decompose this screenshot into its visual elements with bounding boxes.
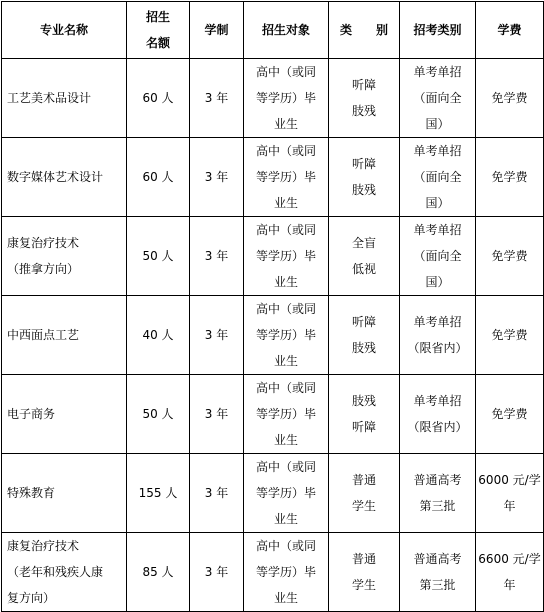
- cell-tuition: [476, 375, 544, 454]
- header-duration: 学制: [190, 2, 244, 59]
- header-enrollment-quota: 招生 名额: [127, 2, 190, 59]
- admissions-table: [1, 1, 544, 612]
- cell-category: [329, 217, 400, 296]
- cell-enrollment-quota: [127, 217, 190, 296]
- cell-category: [329, 533, 400, 612]
- cell-category: [329, 296, 400, 375]
- header-category: 类 别: [329, 2, 400, 59]
- duration-text: 3 年: [204, 170, 229, 184]
- cell-exam-type: [400, 217, 476, 296]
- cell-target-students: [244, 217, 329, 296]
- category-text: 肢残 听障: [351, 394, 376, 434]
- tuition-text: 6000 元/学 年: [478, 473, 541, 513]
- cell-exam-type: [400, 454, 476, 533]
- major-name-text: 工艺美术品设计: [7, 91, 92, 105]
- cell-enrollment-quota: [127, 375, 190, 454]
- cell-tuition: [476, 454, 544, 533]
- cell-major-name: [2, 59, 127, 138]
- target-students-text: 高中（或同 等学历）毕 业生: [255, 460, 316, 526]
- cell-exam-type: [400, 375, 476, 454]
- tuition-text: 免学费: [491, 91, 528, 105]
- target-students-text: 高中（或同 等学历）毕 业生: [255, 539, 316, 605]
- category-text: 普通 学生: [351, 473, 376, 513]
- header-tuition: 学费: [476, 2, 544, 59]
- cell-major-name: [2, 217, 127, 296]
- header-major-name: 专业名称: [2, 2, 127, 59]
- enrollment-quota-text: 60 人: [142, 170, 174, 184]
- header-target-students: 招生对象: [244, 2, 329, 59]
- cell-exam-type: [400, 533, 476, 612]
- target-students-text: 高中（或同 等学历）毕 业生: [255, 302, 316, 368]
- cell-enrollment-quota: [127, 138, 190, 217]
- major-name-text: 康复治疗技术 （老年和残疾人康 复方向）: [7, 539, 104, 605]
- table-row: [2, 138, 544, 217]
- cell-duration: [190, 59, 244, 138]
- enrollment-quota-text: 155 人: [138, 486, 178, 500]
- category-text: 听障 肢残: [351, 78, 376, 118]
- cell-duration: [190, 454, 244, 533]
- table-row: [2, 296, 544, 375]
- duration-text: 3 年: [204, 91, 229, 105]
- cell-target-students: [244, 138, 329, 217]
- enrollment-quota-text: 50 人: [142, 407, 174, 421]
- major-name-text: 中西面点工艺: [7, 328, 80, 342]
- cell-tuition: [476, 217, 544, 296]
- target-students-text: 高中（或同 等学历）毕 业生: [255, 381, 316, 447]
- cell-duration: [190, 375, 244, 454]
- duration-text: 3 年: [204, 565, 229, 579]
- cell-exam-type: [400, 59, 476, 138]
- duration-text: 3 年: [204, 249, 229, 263]
- cell-target-students: [244, 375, 329, 454]
- tuition-text: 6600 元/学 年: [478, 552, 541, 592]
- cell-tuition: [476, 296, 544, 375]
- cell-target-students: [244, 533, 329, 612]
- header-row: [2, 2, 544, 59]
- cell-major-name: [2, 454, 127, 533]
- cell-duration: [190, 296, 244, 375]
- exam-type-text: 单考单招 （面向全 国）: [413, 223, 462, 289]
- tuition-text: 免学费: [491, 328, 528, 342]
- table-row: [2, 533, 544, 612]
- table-body: [2, 59, 544, 612]
- cell-major-name: [2, 533, 127, 612]
- cell-duration: [190, 217, 244, 296]
- cell-major-name: [2, 138, 127, 217]
- target-students-text: 高中（或同 等学历）毕 业生: [255, 144, 316, 210]
- cell-major-name: [2, 296, 127, 375]
- header-exam-type: 招考类别: [400, 2, 476, 59]
- exam-type-text: 单考单招 （面向全 国）: [413, 144, 462, 210]
- cell-tuition: [476, 138, 544, 217]
- cell-enrollment-quota: [127, 454, 190, 533]
- exam-type-text: 单考单招 （面向全 国）: [413, 65, 462, 131]
- cell-duration: [190, 138, 244, 217]
- tuition-text: 免学费: [491, 407, 528, 421]
- cell-duration: [190, 533, 244, 612]
- cell-enrollment-quota: [127, 533, 190, 612]
- duration-text: 3 年: [204, 328, 229, 342]
- enrollment-quota-text: 60 人: [142, 91, 174, 105]
- cell-target-students: [244, 296, 329, 375]
- exam-type-text: 普通高考 第三批: [413, 473, 462, 513]
- cell-enrollment-quota: [127, 296, 190, 375]
- table-row: [2, 454, 544, 533]
- major-name-text: 数字媒体艺术设计: [7, 170, 104, 184]
- cell-category: [329, 454, 400, 533]
- cell-exam-type: [400, 296, 476, 375]
- table-row: [2, 375, 544, 454]
- exam-type-text: 单考单招 （限省内）: [407, 315, 468, 355]
- target-students-text: 高中（或同 等学历）毕 业生: [255, 65, 316, 131]
- duration-text: 3 年: [204, 486, 229, 500]
- cell-exam-type: [400, 138, 476, 217]
- duration-text: 3 年: [204, 407, 229, 421]
- table-row: [2, 217, 544, 296]
- cell-enrollment-quota: [127, 59, 190, 138]
- category-text: 普通 学生: [351, 552, 376, 592]
- cell-major-name: [2, 375, 127, 454]
- cell-target-students: [244, 59, 329, 138]
- category-text: 听障 肢残: [351, 315, 376, 355]
- cell-tuition: [476, 533, 544, 612]
- cell-category: [329, 59, 400, 138]
- major-name-text: 电子商务: [7, 407, 56, 421]
- table-header: [2, 2, 544, 59]
- enrollment-quota-text: 50 人: [142, 249, 174, 263]
- cell-target-students: [244, 454, 329, 533]
- tuition-text: 免学费: [491, 249, 528, 263]
- enrollment-quota-text: 40 人: [142, 328, 174, 342]
- category-text: 听障 肢残: [351, 157, 376, 197]
- cell-category: [329, 138, 400, 217]
- exam-type-text: 单考单招 （限省内）: [407, 394, 468, 434]
- exam-type-text: 普通高考 第三批: [413, 552, 462, 592]
- table-row: [2, 59, 544, 138]
- category-text: 全盲 低视: [351, 236, 376, 276]
- target-students-text: 高中（或同 等学历）毕 业生: [255, 223, 316, 289]
- major-name-text: 特殊教育: [7, 486, 56, 500]
- cell-tuition: [476, 59, 544, 138]
- tuition-text: 免学费: [491, 170, 528, 184]
- cell-category: [329, 375, 400, 454]
- enrollment-quota-text: 85 人: [142, 565, 174, 579]
- major-name-text: 康复治疗技术 （推拿方向）: [7, 236, 80, 276]
